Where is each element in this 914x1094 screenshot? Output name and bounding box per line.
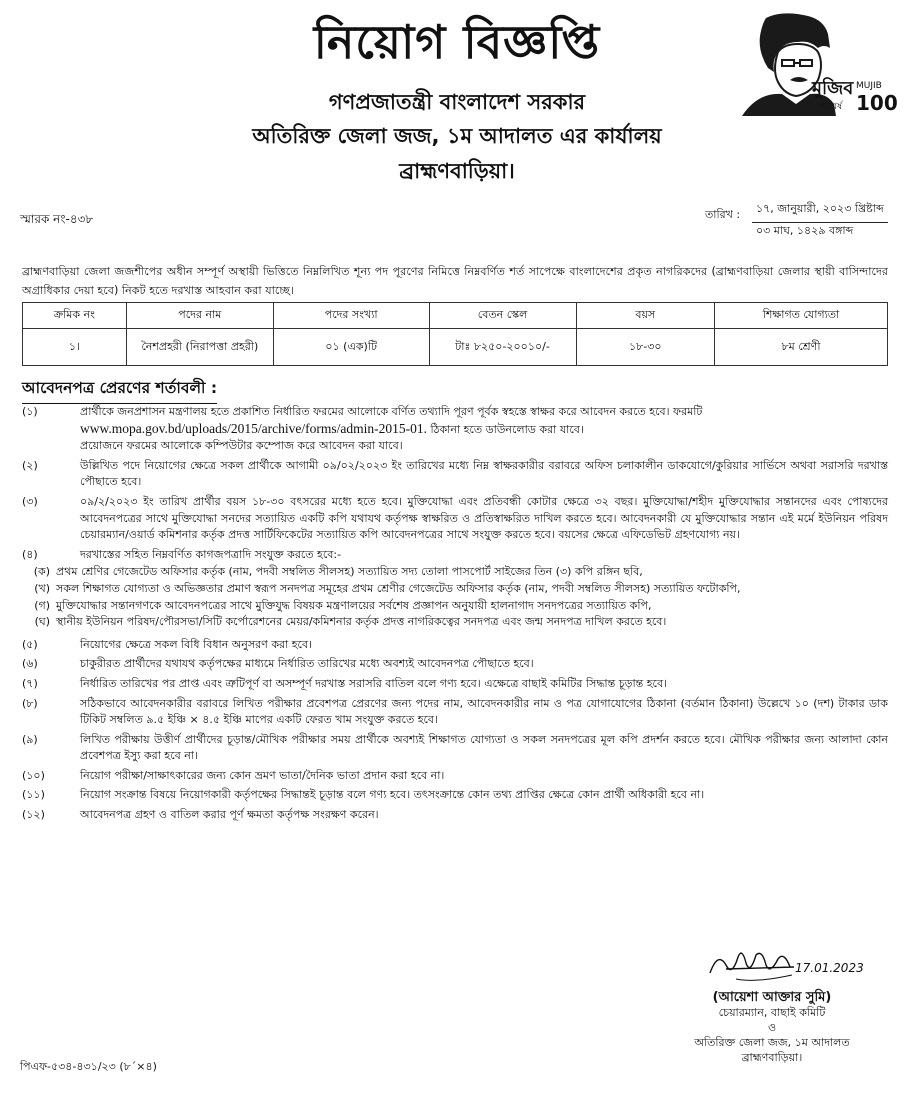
signatory-conjunction: ও [767,1021,777,1034]
list-item [22,656,888,673]
item-text: নিয়োগ সংক্রান্ত বিষয়ে নিয়োগকারী কর্তৃপক্ষের সিদ্ধান্তই চূড়ান্ত বলে গণ্য হবে। তৎসংক্রান্তে কোন তথ্য প্রাপ্তির ক্ষেত্রে কোন প্রার্থী অধিকারী হবে না। [80,788,705,802]
column-header: শিক্ষাগত যোগ্যতা [714,303,887,329]
item-text: সঠিকভাবে আবেদনকারীর বরাবরে লিখিত পরীক্ষার প্রবেশপত্র প্রেরণের জন্য পদের নাম, আবেদনকারীর নাম ও পত্র যোগাযোগের ঠিকানা (বর্তমান ঠিকানা) উল্লেখে ১০ (দশ) টাকার ডাক টিকিট সম্বলিত ৯.৫ ইঞ্চি × ৪.৫ ইঞ্চি মাপের একটি ফেরত খাম সংযুক্ত করতে হবে। [80,696,888,727]
list-item [22,458,888,491]
item-text: চাকুরীরত প্রার্থীদের যথাযথ কর্তৃপক্ষের মাধ্যমে নির্ধারিত তারিখের মধ্যে অবশ্যই আবেদনপত্র পৌছাতে হবে। [80,657,534,671]
signatory-location: ব্রাহ্মণবাড়িয়া। [741,1051,803,1064]
table-row [23,329,888,366]
date-label: তারিখ : [705,208,741,221]
item-text: লিখিত পরীক্ষায় উত্তীর্ণ প্রার্থীদের চূড়ান্ত/মৌখিক পরীক্ষার সময় প্রার্থীকে অবশ্যই শিক্ষাগত যোগ্যতা ও সকল সনদপত্রের মূল কপি প্রদর্শন করতে হবে। মৌখিক পরীক্ষার জন্য আলাদা কোন প্রবেশপত্র ইস্যু করা হবে না। [80,732,888,763]
item-number: (৫) [22,637,38,651]
sub-list-item [22,581,888,598]
sub-item-number: (ঘ) [34,615,50,629]
column-header: ক্রমিক নং [23,303,127,329]
item-number: (১১) [22,788,45,802]
item-text: নির্ধারিত তারিখের পর প্রাপ্ত এবং ত্রুটিপূর্ণ বা অসম্পূর্ণ দরখাস্ত সরাসরি বাতিল বলে গণ্য হবে। এক্ষেত্রে বাছাই কমিটির সিদ্ধান্ত চূড়ান্ত হবে। [80,676,668,690]
list-item [22,732,888,765]
list-item [22,787,888,804]
item-text: ০৯/২/২০২৩ ইং তারিখ প্রার্থীর বয়স ১৮-৩০ বৎসরের মধ্যে হতে হবে। মুক্তিযোদ্ধা এবং প্রতিবন্ধী কোটার ক্ষেত্রে ৩২ বছর। মুক্তিযোদ্ধা/শহীদ মুক্তিযোদ্ধার সন্তানদের এবং পোষ্যদের আবেদনপত্রের সাথে মুক্তিযোদ্ধা সনদের সত্যায়িত একটি কপি যথাযথ কর্তৃপক্ষ স্বাক্ষরিত ও প্রতিস্বাক্ষরিত দাখিল করতে হবে। আবেদনকারী যে মুক্তিযোদ্ধার সন্তান এই মর্মে ইউনিয়ন পরিষদ চেয়ারম্যান/ওয়ার্ড কমিশনার কর্তৃক প্রদত্ত সার্টিফিকেটের সত্যায়িত কপি আবেদনপত্রের সাথে সংযুক্ত করতে হবে। বয়সের ক্ষেত্রে এফিডেভিট গ্রহণযোগ্য নয়। [80,494,888,542]
list-item [22,807,888,824]
sub-list-item [22,598,888,615]
list-item [22,547,888,564]
table-cell: ১। [23,329,127,366]
list-item [22,494,888,544]
conditions-heading: আবেদনপত্র প্রেরণের শর্তাবলী : [22,376,217,404]
list-item [22,637,888,654]
item-number: (৯) [22,732,38,746]
item-text: নিয়োগ পরীক্ষা/সাক্ষাৎকারের জন্য কোন ভ্রমণ ভাতা/দৈনিক ভাতা প্রদান করা হবে না। [80,768,445,782]
signature-date: 17.01.2023 [795,961,864,975]
item-number: (৪) [22,547,38,561]
column-header: বয়স [576,303,714,329]
mujib-100-portrait-logo [738,8,898,116]
column-header: পদের নাম [126,303,273,329]
sub-item-text: স্থানীয় ইউনিয়ন পরিষদ/পৌরসভা/সিটি কর্পোরেশনের মেয়র/কমিশনার কর্তৃক প্রদত্ত নাগরিকত্বের সনদপত্র এবং জন্ম সনদপত্র দাখিল করতে হবে। [56,615,667,629]
column-header: পদের সংখ্যা [273,303,429,329]
list-item [22,768,888,785]
government-name: গণপ্রজাতন্ত্রী বাংলাদেশ সরকার [328,90,586,114]
sub-list-item [22,614,888,631]
signatory-office: অতিরিক্ত জেলা জজ, ১ম আদালত [694,1036,850,1049]
list-item [22,676,888,693]
table-cell: টাঃ ৮২৫০-২০০১০/- [429,329,576,366]
sub-item-text: মুক্তিযোদ্ধার সন্তানগণকে আবেদনপত্রের সাথে মুক্তিযুদ্ধ বিষয়ক মন্ত্রণালয়ের সর্বশেষ প্রজ্ঞাপন অনুযায়ী হালনাগাদ সনদপত্রের সত্যায়িত কপি, [56,598,652,612]
print-reference: পিএফ-৫৩৪-৪৩১/২৩ (৮´×৪) [20,1060,157,1073]
svg-text:শতবর্ষ: শতবর্ষ [820,102,843,112]
item-text: প্রার্থীকে জনপ্রশাসন মন্ত্রণালয় হতে প্রকাশিত নির্ধারিত ফরমের আলোকে বর্ণিত তথ্যাদি পূরণ পূর্বক স্বহস্তে স্বাক্ষর করে আবেদন করতে হবে। ফরমটি [80,405,703,418]
sub-item-number: (খ) [34,581,50,595]
item-number: (৬) [22,657,38,671]
sub-item-number: (ক) [33,565,50,579]
item-text: আবেদনপত্র গ্রহণ ও বাতিল করার পূর্ণ ক্ষমতা কর্তৃপক্ষ সংরক্ষণ করেন। [80,808,379,822]
sub-item-text: সকল শিক্ষাগত যোগ্যতা ও অভিজ্ঞতার প্রমাণ স্বরূপ সনদপত্র সমূহের প্রথম শ্রেণীর গেজেটেড অফিসার কর্তৃক (নাম, পদবী সম্বলিত সীলসহ) সত্যায়িত ফটোকপি, [56,581,741,595]
table-cell: নৈশপ্রহরী (নিরাপত্তা প্রহরী) [126,329,273,366]
item-text: নিয়োগের ক্ষেত্রে সকল বিধি বিধান অনুসরণ করা হবে। [80,637,313,651]
signatory-name: (আয়েশা আক্তার সুমি) [712,990,832,1005]
item-text: প্রয়োজনে ফরমের আলোকে কম্পিউটার কম্পোজ করে আবেদন করা যাবে। [80,439,403,453]
item-text: ঠিকানা হতে ডাউনলোড করা যাবে। [426,422,584,436]
item-number: (১০) [22,768,45,782]
column-header: বেতন স্কেল [429,303,576,329]
svg-text:100: 100 [856,91,898,115]
item-number: (১) [22,405,38,418]
sub-list-item [22,564,888,581]
signatory-block [650,990,894,1065]
date-gregorian: ১৭, জানুয়ারী, ২০২৩ খ্রিষ্টাব্দ [752,200,888,223]
table-cell: ১৮-৩০ [576,329,714,366]
svg-text:MUJIB: MUJIB [856,81,882,91]
item-text: উল্লিখিত পদে নিয়োগের ক্ষেত্রে সকল প্রার্থীকে আগামী ০৯/০২/২০২৩ ইং তারিখের মধ্যে নিম্ন স্বাক্ষরকারীর বরাবরে অফিস চলাকালীন ডাকযোগে/কুরিয়ার সার্ভিসে অথবা সরাসরি দরখাস্ত পৌছাতে হবে। [80,458,888,489]
table-cell: ০১ (এক)টি [273,329,429,366]
vacancy-table [22,302,888,366]
item-number: (১২) [22,808,45,822]
list-item [22,404,888,455]
conditions-list [22,404,888,827]
intro-paragraph: ব্রাহ্মণবাড়িয়া জেলা জজশীপের অধীন সম্পূর্ণ অস্থায়ী ভিত্তিতে নিম্নলিখিত শূন্য পদ পূরণের নিমিত্তে নিম্নবর্ণিত শর্ত সাপেক্ষে বাংলাদেশের প্রকৃত নাগরিকদের (ব্রাহ্মণবাড়িয়া জেলার স্থায়ী বাসিন্দাদের অগ্রাধিকার দেয়া হবে) নিকট হতে দরখাস্ত আহবান করা যাচ্ছে। [22,265,888,297]
item-number: (২) [22,458,38,472]
svg-text:মুজিব: মুজিব [812,78,854,99]
form-download-url: www.mopa.gov.bd/uploads/2015/archive/forms/admin-2015-01. [80,420,427,436]
sub-item-number: (গ) [34,598,50,612]
signatory-designation: চেয়ারম্যান, বাছাই কমিটি [718,1006,826,1019]
notice-title: নিয়োগ বিজ্ঞপ্তি [313,15,601,69]
item-text: দরখাস্তের সহিত নিম্নবর্ণিত কাগজপত্রাদি সংযুক্ত করতে হবে:- [80,547,342,561]
office-name: অতিরিক্ত জেলা জজ, ১ম আদালত এর কার্যালয় [252,124,662,148]
sub-item-text: প্রথম শ্রেণির গেজেটেড অফিসার কর্তৃক (নাম, পদবী সম্বলিত সীলসহ) সত্যায়িত সদ্য তোলা পাসপোর্ট সাইজের তিন (৩) কপি রঙ্গিন ছবি, [56,565,643,579]
table-header-row [23,303,888,329]
list-item [22,696,888,729]
date-bengali: ০৩ মাঘ, ১৪২৯ বঙ্গাব্দ [756,224,854,237]
item-number: (৭) [22,676,38,690]
item-number: (৩) [22,494,38,508]
item-number: (৮) [22,696,38,710]
office-location: ব্রাহ্মণবাড়িয়া। [399,159,515,183]
table-cell: ৮ম শ্রেণী [714,329,887,366]
memo-number: স্মারক নং-৪৩৮ [20,212,94,226]
